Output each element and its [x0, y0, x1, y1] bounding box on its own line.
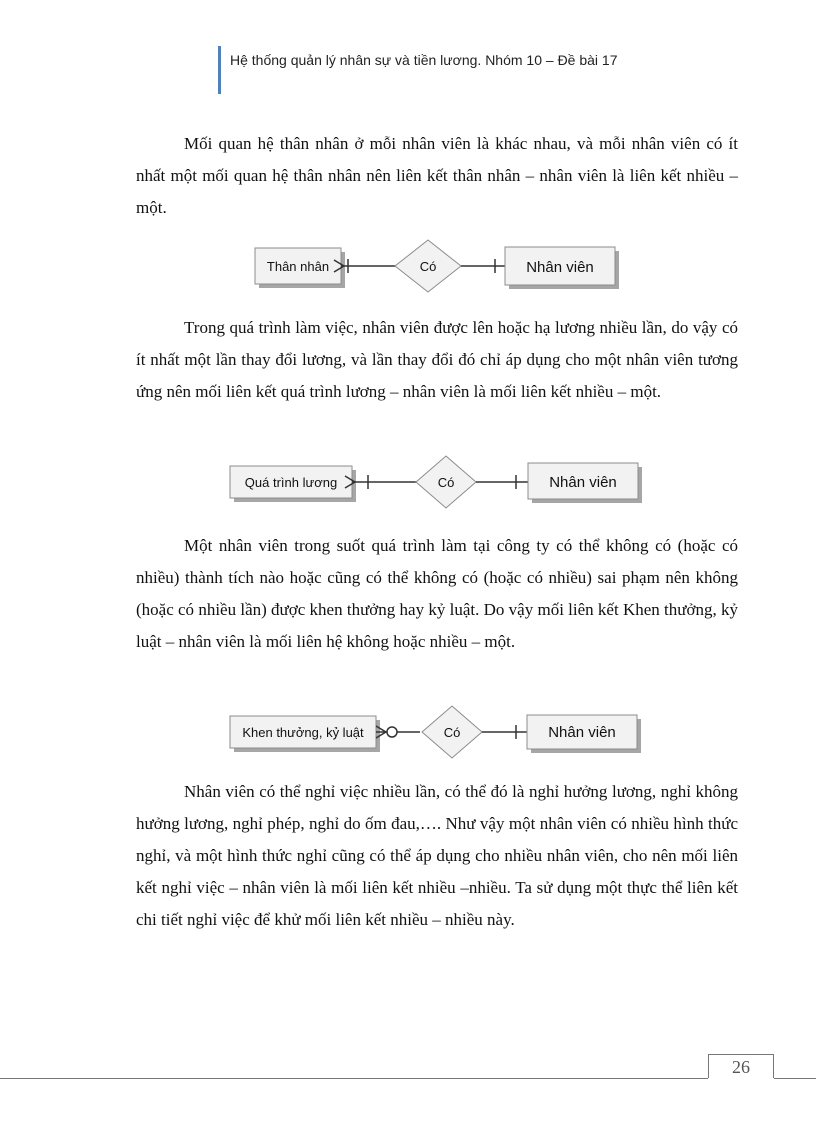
- relationship-label: Có: [443, 725, 461, 740]
- paragraph-4: [136, 776, 738, 936]
- er-diagram-khen-thuong-ky-luat: [0, 704, 816, 764]
- crowfoot-zero-circle: [387, 727, 397, 737]
- paragraph-3: [136, 530, 738, 658]
- er-diagram-qua-trinh-luong: [0, 456, 816, 516]
- er-diagram-than-nhan: [0, 238, 816, 298]
- entity-qua-trinh-luong-label: Quá trình lương: [244, 475, 338, 490]
- paragraph-1: [136, 128, 738, 224]
- paragraph-2: [136, 312, 738, 408]
- header-accent-bar: [218, 46, 221, 94]
- header-title: Hệ thống quản lý nhân sự và tiền lương. Nhóm 10 – Đề bài 17: [230, 52, 618, 68]
- entity-nhan-vien-label: Nhân viên: [548, 724, 616, 741]
- footer-rule-left: [0, 1078, 708, 1079]
- relationship-label: Có: [437, 475, 455, 490]
- entity-khen-thuong-ky-luat-label: Khen thưởng, kỷ luật: [242, 725, 364, 740]
- page-number: 26: [732, 1057, 750, 1077]
- entity-than-nhan-label: Thân nhân: [266, 259, 330, 274]
- paragraph-text: Trong quá trình làm việc, nhân viên được lên hoặc hạ lương nhiều lần, do vậy có ít nhất một lần thay đổi lương, và lần thay đổi đó chỉ áp dụng cho một nhân viên tương ứng nên mối liên kết quá trình lương – nhân viên là mối liên kết nhiều – một.: [136, 318, 738, 401]
- paragraph-text: Mối quan hệ thân nhân ở mỗi nhân viên là khác nhau, và mỗi nhân viên có ít nhất một mối quan hệ thân nhân nên liên kết thân nhân – nhân viên là liên kết nhiều – một.: [136, 134, 738, 217]
- entity-nhan-vien-label: Nhân viên: [549, 474, 617, 491]
- footer-rule-right: [774, 1078, 816, 1079]
- relationship-label: Có: [419, 259, 437, 274]
- entity-nhan-vien-label: Nhân viên: [526, 259, 594, 276]
- paragraph-text: Nhân viên có thể nghỉ việc nhiều lần, có thể đó là nghỉ hưởng lương, nghỉ không hưởng lương, nghỉ phép, nghỉ do ốm đau,…. Như vậy một nhân viên có nhiều hình thức nghỉ, và một hình thức nghỉ cũng có thể áp dụng cho nhiều nhân viên, cho nên mối liên kết nghỉ việc – nhân viên là mối liên kết nhiều –nhiều. Ta sử dụng một thực thể liên kết chi tiết nghỉ việc để khử mối liên kết nhiều – nhiều này.: [136, 782, 738, 929]
- paragraph-text: Một nhân viên trong suốt quá trình làm tại công ty có thể không có (hoặc có nhiều) thành tích nào hoặc cũng có thể không có (hoặc có nhiều) sai phạm nên không (hoặc có nhiều lần) được khen thưởng hay kỷ luật. Do vậy mối liên kết Khen thưởng, kỷ luật – nhân viên là mối liên hệ không hoặc nhiều – một.: [136, 536, 738, 651]
